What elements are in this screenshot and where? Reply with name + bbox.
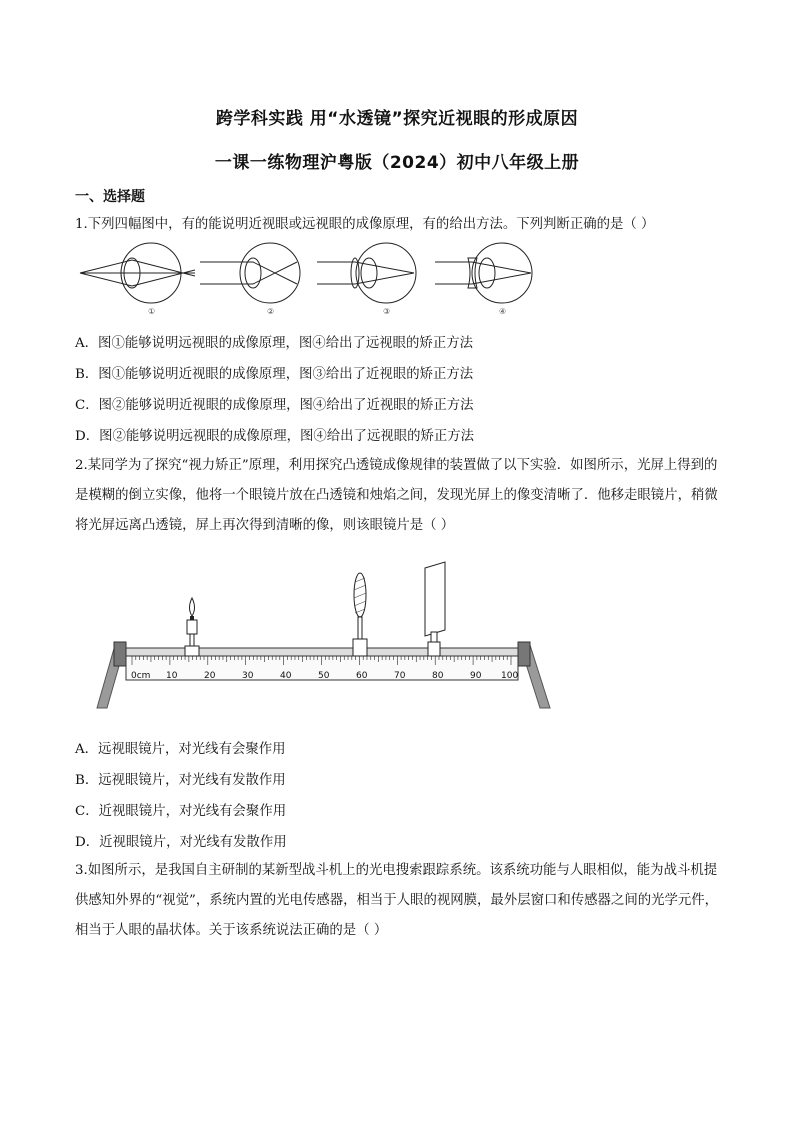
light-screen — [425, 562, 445, 656]
eye-label-1: ① — [148, 307, 156, 316]
section-heading: 一、选择题 — [75, 189, 145, 205]
ruler-label-0: 0cm — [131, 671, 151, 681]
ruler-label-70: 70 — [394, 671, 406, 681]
document-subtitle: 一课一练物理沪粤版（2024）初中八年级上册 — [214, 153, 580, 173]
question-1-option-c: C．图②能够说明近视眼的成像原理，图④给出了近视眼的矫正方法 — [75, 398, 474, 413]
ruler-label-20: 20 — [204, 671, 216, 681]
eye-label-2: ② — [267, 307, 275, 316]
ruler-label-10: 10 — [166, 671, 178, 681]
eye-diagram-2 — [200, 243, 300, 303]
question-3-stem: 3.如图所示，是我国自主研制的某新型战斗机上的光电搜索跟踪系统。该系统功能与人眼相似，能为战斗机提供感知外界的“视觉”，系统内置的光电传感器，相当于人眼的视网膜，最外层窗口和传感器之间的光学元件，相当于人眼的晶状体。关于该系统说法正确的是（ ） — [75, 863, 719, 938]
ruler-label-30: 30 — [242, 671, 254, 681]
question-1-stem: 1.下列四幅图中，有的能说明近视眼或远视眼的成像原理，有的给出方法。下列判断正确的是（ ） — [75, 217, 655, 232]
question-2-option-d: D．近视眼镜片，对光线有发散作用 — [75, 835, 287, 850]
question-1-option-a: A．图①能够说明远视眼的成像原理，图④给出了远视眼的矫正方法 — [75, 336, 473, 351]
ruler-label-40: 40 — [280, 671, 292, 681]
question-2-option-a: A．远视眼镜片，对光线有会聚作用 — [75, 742, 286, 757]
eye-diagram-4 — [435, 243, 532, 303]
question-2-stem: 2.某同学为了探究“视力矫正”原理，利用探究凸透镜成像规律的装置做了以下实验．如图所示，光屏上得到的是模糊的倒立实像，他将一个眼镜片放在凸透镜和烛焰之间，发现光屏上的像变清晰了．他移走眼镜片，稍微将光屏远离凸透镜，屏上再次得到清晰的像，则该眼镜片是（ ） — [75, 458, 718, 533]
ruler-label-90: 90 — [470, 671, 482, 681]
eye-diagram-1 — [80, 243, 195, 303]
question-1-option-b: B．图①能够说明近视眼的成像原理，图③给出了近视眼的矫正方法 — [75, 367, 474, 382]
document-title: 跨学科实践 用“水透镜”探究近视眼的形成原因 — [215, 109, 579, 129]
candle — [185, 598, 199, 656]
ruler-label-100: 100 — [501, 671, 519, 681]
optical-bench-figure — [95, 560, 555, 710]
eye-diagrams-figure — [75, 240, 545, 320]
question-1-option-d: D．图②能够说明远视眼的成像原理，图④给出了远视眼的矫正方法 — [75, 429, 475, 444]
eye-diagram-3 — [317, 243, 416, 303]
ruler-label-80: 80 — [432, 671, 444, 681]
eye-label-3: ③ — [383, 307, 391, 316]
ruler-label-50: 50 — [318, 671, 330, 681]
convex-lens — [353, 573, 367, 656]
question-2-option-b: B．远视眼镜片，对光线有发散作用 — [75, 773, 286, 788]
ruler-label-60: 60 — [356, 671, 368, 681]
question-2-option-c: C．近视眼镜片，对光线有会聚作用 — [75, 804, 287, 819]
eye-label-4: ④ — [499, 307, 507, 316]
